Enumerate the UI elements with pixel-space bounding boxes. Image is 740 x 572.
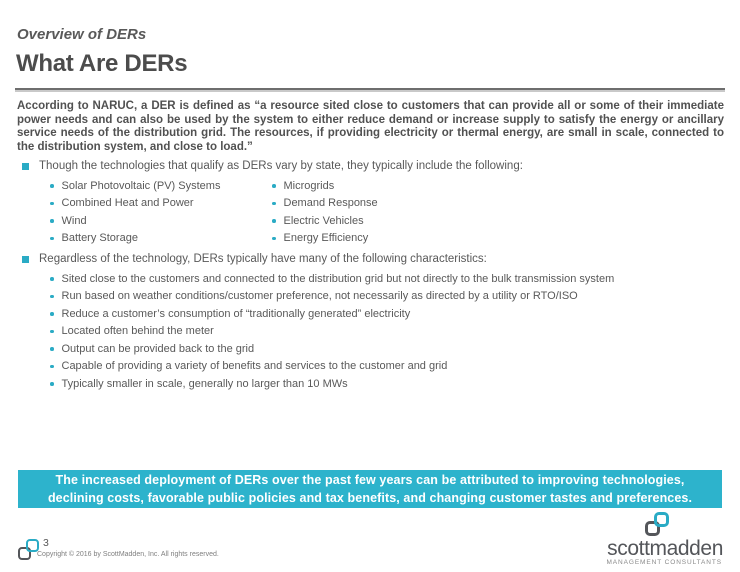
list-item-label: Combined Heat and Power: [61, 197, 194, 210]
list-item: [48, 375, 725, 393]
technology-list: [48, 177, 725, 247]
dot-bullet-icon: [50, 382, 54, 386]
dot-bullet-icon: [50, 295, 54, 299]
list-item: [48, 230, 270, 248]
brand-name: scottmadden: [607, 537, 723, 560]
page-title: What Are DERs: [16, 50, 188, 77]
list-item: [270, 177, 725, 195]
dot-bullet-icon: [50, 330, 54, 334]
list-item: [48, 305, 725, 323]
dot-bullet-icon: [272, 202, 276, 206]
list-item-label: Reduce a customer’s consumption of “traditionally generated” electricity: [61, 307, 411, 320]
dot-bullet-icon: [272, 184, 276, 188]
dot-bullet-icon: [50, 202, 54, 206]
dot-bullet-icon: [272, 219, 276, 223]
list-item: [48, 358, 725, 376]
brand-tagline: MANAGEMENT CONSULTANTS: [606, 559, 722, 566]
list-item-label: Energy Efficiency: [283, 232, 369, 245]
list-item-label: Sited close to the customers and connected to the distribution grid but not directly to the bulk transmission system: [61, 272, 615, 285]
intro-paragraph: According to NARUC, a DER is defined as “a resource sited close to customers that can provide all or some of their immediate power needs and can also be used by the system to either reduce demand or increase supply to satisfy the energy or ancillary service needs of the distribution grid. The resources, if providing electricity or thermal energy, are small in scale, connected to the distribution system, and close to load.”: [17, 100, 724, 153]
list-item: [48, 340, 725, 358]
technology-column-2: [270, 177, 725, 247]
list-item-label: Run based on weather conditions/customer preference, not necessarily as directed by a utility or RTO/ISO: [61, 290, 578, 303]
list-item: [270, 195, 725, 213]
list-item: [48, 270, 725, 288]
dot-bullet-icon: [50, 365, 54, 369]
list-item-label: Capable of providing a variety of benefits and services to the customer and grid: [61, 360, 448, 373]
section-kicker: Overview of DERs: [17, 26, 147, 43]
list-item-label: Demand Response: [283, 197, 378, 210]
bullet-text: Regardless of the technology, DERs typically have many of the following characteristics:: [39, 253, 487, 265]
list-item-label: Microgrids: [283, 179, 335, 192]
list-item-label: Located often behind the meter: [61, 325, 214, 338]
list-item-label: Output can be provided back to the grid: [61, 342, 255, 355]
scottmadden-logo-mark-icon: [645, 512, 671, 538]
list-item-label: Typically smaller in scale, generally no larger than 10 MWs: [61, 377, 348, 390]
page-number: 3: [43, 537, 49, 549]
dot-bullet-icon: [50, 184, 54, 188]
list-item-label: Battery Storage: [61, 232, 138, 245]
list-item-label: Solar Photovoltaic (PV) Systems: [61, 179, 221, 192]
technology-column-1: [48, 177, 270, 247]
logo-teal-square-icon: [26, 539, 39, 552]
dot-bullet-icon: [50, 237, 54, 241]
bullet-text: Though the technologies that qualify as DERs vary by state, they typically include the following:: [39, 160, 523, 172]
dot-bullet-icon: [50, 312, 54, 316]
list-item-label: Electric Vehicles: [283, 214, 364, 227]
list-item: [270, 212, 725, 230]
bullet-technologies: [17, 160, 725, 173]
logo-teal-square-icon: [654, 512, 669, 527]
list-item: [48, 212, 270, 230]
dot-bullet-icon: [272, 237, 276, 241]
key-takeaway-banner: [18, 470, 722, 508]
list-item: [48, 177, 270, 195]
square-bullet-icon: [22, 256, 29, 263]
list-item: [270, 230, 725, 248]
bullet-content: [17, 160, 725, 393]
list-item-label: Wind: [61, 214, 87, 227]
list-item: [48, 323, 725, 341]
square-bullet-icon: [22, 163, 29, 170]
dot-bullet-icon: [50, 277, 54, 281]
dot-bullet-icon: [50, 347, 54, 351]
bullet-characteristics: [17, 253, 725, 266]
copyright-notice: Copyright © 2016 by ScottMadden, Inc. All rights reserved.: [37, 551, 219, 558]
characteristics-list: [48, 270, 725, 393]
title-divider: [15, 88, 725, 90]
dot-bullet-icon: [50, 219, 54, 223]
list-item: [48, 288, 725, 306]
banner-text: The increased deployment of DERs over the past few years can be attributed to improving technologies, declining costs, favorable public policies and tax benefits, and changing customer tastes and preferences.: [47, 473, 693, 505]
list-item: [48, 195, 270, 213]
